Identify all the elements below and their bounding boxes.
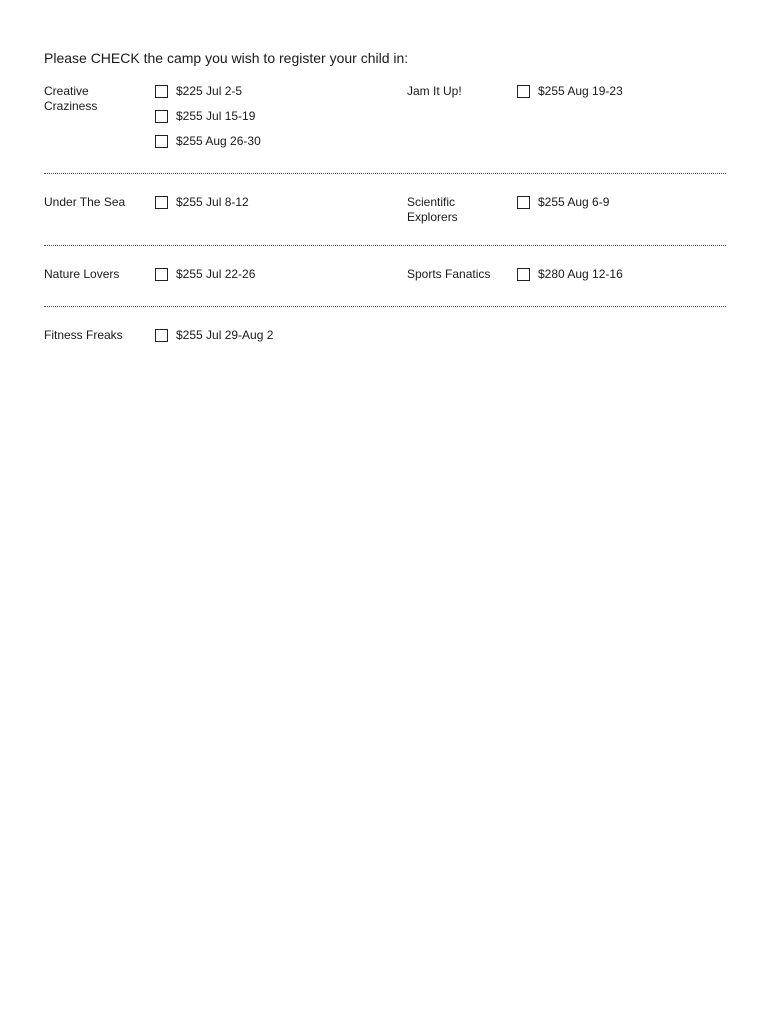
option-fitness-freaks-1[interactable] — [155, 328, 273, 346]
camp-name-nature-lovers: Nature Lovers — [44, 267, 120, 281]
option-label: $225 Jul 2-5 — [176, 84, 243, 98]
option-label: $255 Aug 6-9 — [538, 195, 610, 209]
option-label: $255 Jul 22-26 — [176, 267, 256, 281]
option-creative-craziness-1[interactable] — [155, 84, 242, 102]
section-divider — [44, 245, 726, 246]
checkbox[interactable] — [155, 110, 168, 123]
option-under-the-sea-1[interactable] — [155, 195, 249, 213]
option-label: $280 Aug 12-16 — [538, 267, 623, 281]
section-divider — [44, 306, 726, 307]
camp-name-creative-craziness: Creative Craziness — [44, 84, 98, 113]
checkbox[interactable] — [155, 85, 168, 98]
option-label: $255 Jul 29-Aug 2 — [176, 328, 274, 342]
camp-name-scientific-explorers: Scientific Explorers — [407, 195, 458, 224]
checkbox[interactable] — [155, 135, 168, 148]
option-nature-lovers-1[interactable] — [155, 267, 255, 285]
option-label: $255 Aug 26-30 — [176, 134, 261, 148]
camp-name-under-the-sea: Under The Sea — [44, 195, 126, 209]
option-creative-craziness-2[interactable] — [155, 109, 255, 127]
page-heading: Please CHECK the camp you wish to register your child in: — [44, 50, 409, 66]
checkbox[interactable] — [155, 196, 168, 209]
option-label: $255 Jul 8-12 — [176, 195, 249, 209]
option-scientific-explorers-1[interactable] — [517, 195, 609, 213]
option-label: $255 Aug 19-23 — [538, 84, 623, 98]
camp-name-sports-fanatics: Sports Fanatics — [407, 267, 491, 281]
option-creative-craziness-3[interactable] — [155, 134, 261, 152]
option-jam-it-up-1[interactable] — [517, 84, 623, 102]
checkbox[interactable] — [517, 85, 530, 98]
option-sports-fanatics-1[interactable] — [517, 267, 623, 285]
checkbox[interactable] — [155, 268, 168, 281]
camp-name-fitness-freaks: Fitness Freaks — [44, 328, 123, 342]
camp-name-jam-it-up: Jam It Up! — [407, 84, 462, 98]
checkbox[interactable] — [155, 329, 168, 342]
checkbox[interactable] — [517, 268, 530, 281]
option-label: $255 Jul 15-19 — [176, 109, 256, 123]
section-divider — [44, 173, 726, 174]
checkbox[interactable] — [517, 196, 530, 209]
